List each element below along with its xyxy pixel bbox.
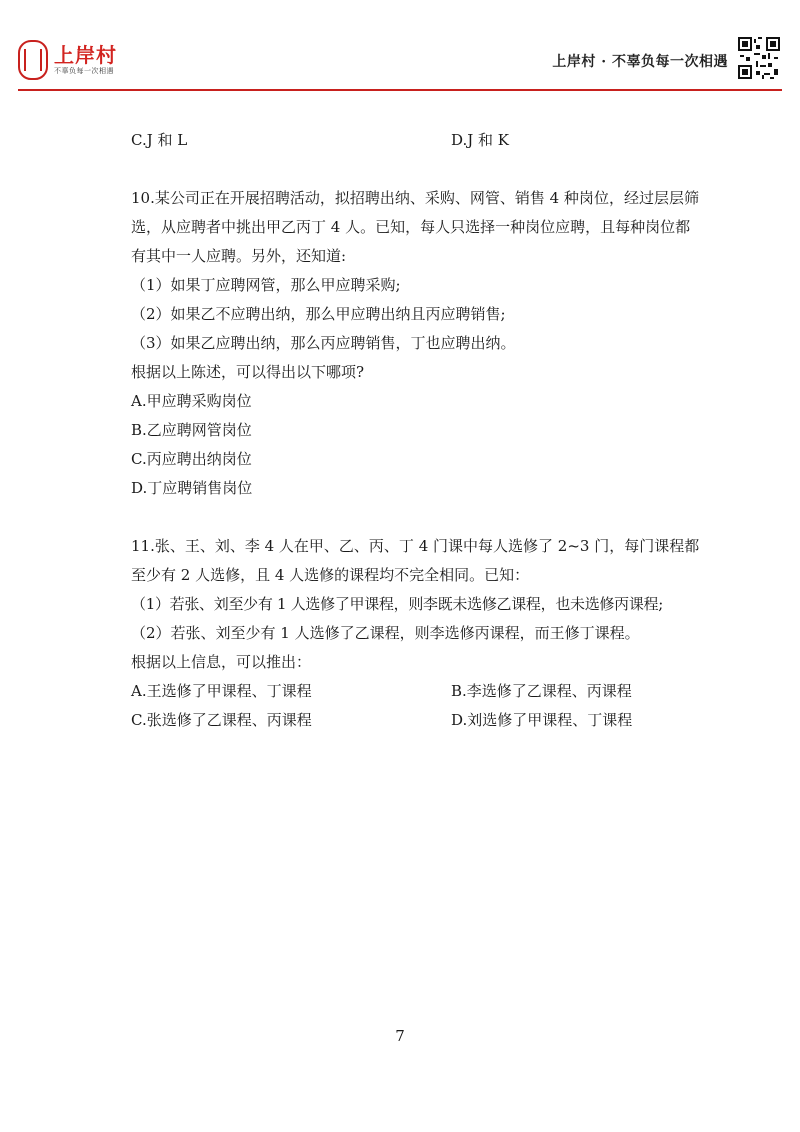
question-stem: 10.某公司正在开展招聘活动，拟招聘出纳、采购、网管、销售 4 种岗位，经过层层筛选，从应聘者中挑出甲乙丙丁 4 人。已知，每人只选择一种岗位应聘，且每种岗位都有其中一人应聘。另外，还知道:: [131, 189, 699, 265]
answer-option: B.乙应聘网管岗位: [131, 421, 252, 439]
header-divider: [18, 89, 782, 91]
answer-option: A.甲应聘采购岗位: [131, 392, 252, 410]
question-stem: 11.张、王、刘、李 4 人在甲、乙、丙、丁 4 门课中每人选修了 2~3 门，每门课程都至少有 2 人选修，且 4 人选修的课程均不完全相同。已知：: [131, 537, 700, 584]
condition: （3）如果乙应聘出纳，那么丙应聘销售，丁也应聘出纳。: [131, 334, 516, 352]
qr-code-icon: [738, 37, 780, 79]
answer-option: C.张选修了乙课程、丙课程: [131, 711, 312, 729]
condition: （2）如果乙不应聘出纳，那么甲应聘出纳且丙应聘销售;: [131, 305, 506, 323]
option-d: D.J 和 K: [451, 131, 510, 149]
brand-slogan: 不辜负每一次相遇: [54, 67, 114, 75]
page-content: [131, 126, 701, 735]
seal-icon: [18, 40, 48, 80]
previous-question-options: [131, 126, 701, 155]
answer-option: A.王选修了甲课程、丁课程: [131, 682, 312, 700]
answer-option: D.丁应聘销售岗位: [131, 479, 253, 497]
answer-option: C.丙应聘出纳岗位: [131, 450, 252, 468]
header-motto: 上岸村 · 不辜负每一次相遇: [552, 54, 728, 70]
condition: （1）如果丁应聘网管，那么甲应聘采购;: [131, 276, 401, 294]
page-number: 7: [395, 1027, 405, 1045]
answer-option: D.刘选修了甲课程、丁课程: [451, 711, 633, 729]
question-prompt: 根据以上陈述，可以得出以下哪项?: [131, 363, 365, 381]
brand-name: 上岸村: [54, 43, 117, 67]
condition: （2）若张、刘至少有 1 人选修了乙课程，则李选修丙课程，而王修丁课程。: [131, 624, 640, 642]
question-10: [131, 184, 701, 503]
condition: （1）若张、刘至少有 1 人选修了甲课程，则李既未选修乙课程，也未选修丙课程;: [131, 595, 663, 613]
answer-option: B.李选修了乙课程、丙课程: [451, 682, 632, 700]
question-prompt: 根据以上信息，可以推出：: [131, 653, 312, 671]
page-header: [0, 0, 800, 100]
question-11: [131, 532, 701, 735]
brand-logo: [18, 40, 117, 80]
option-c: C.J 和 L: [131, 131, 188, 149]
